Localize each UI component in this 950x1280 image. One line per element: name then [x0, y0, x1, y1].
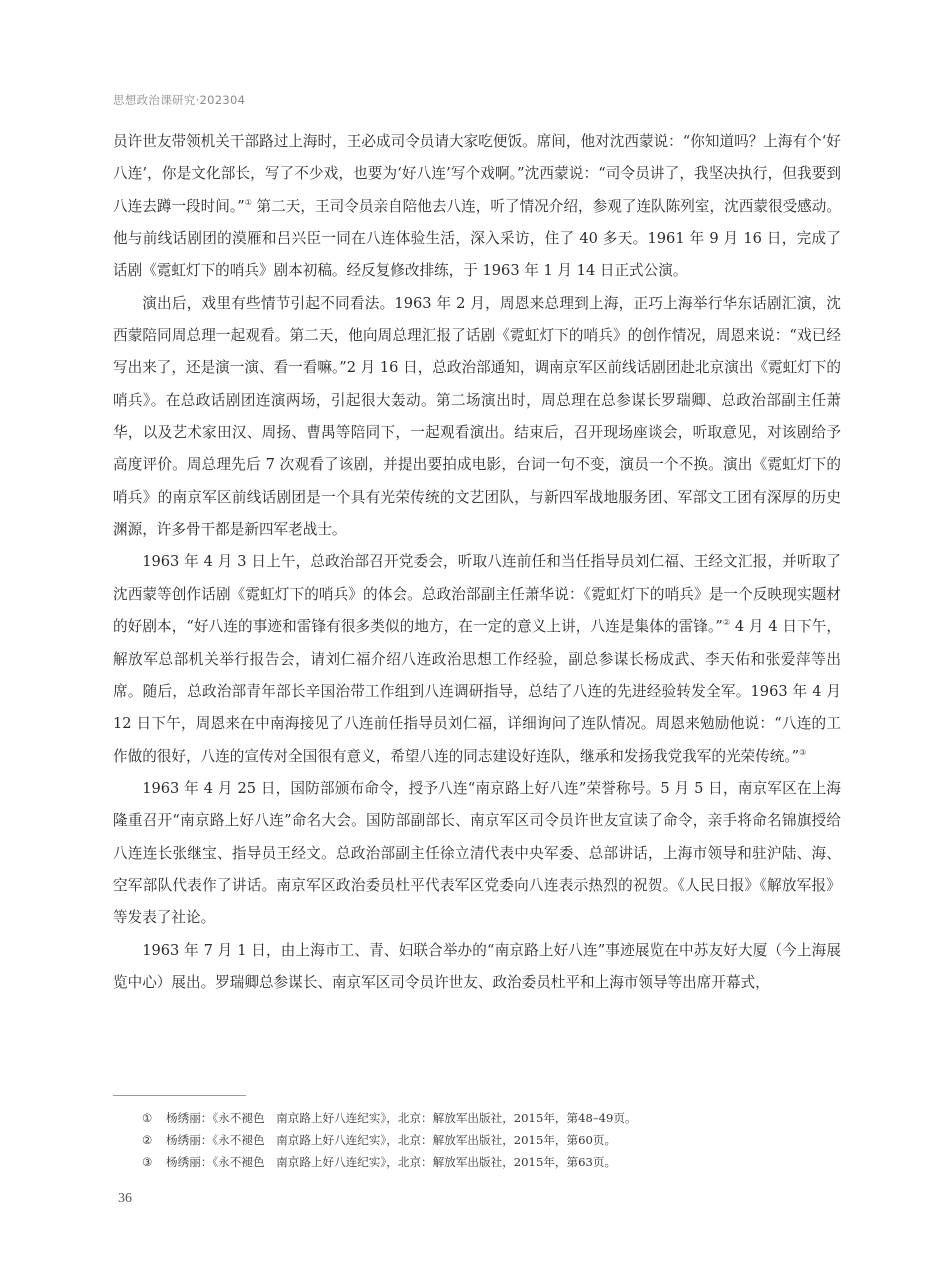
footnote-reference: ③ — [799, 747, 807, 757]
body-paragraph — [113, 126, 841, 288]
paragraph-text: 4 月 4 日下午，解放军总部机关举行报告会，请刘仁福介绍八连政治思想工作经验，副总参谋长杨成武、李天佑和张爱萍等出席。随后，总政治部青年部长辛国治带工作组到八连调研指导，总结了八连的先进经验转发全军。1963 年 4 月 12 日下午，周恩来在中南海接见了八连前任指导员刘仁福，详细询问了连队情况。周恩来勉励他说：“八连的工作做的很好，八连的宣传对全国很有意义，希望八连的同志建设好连队，继承和发扬我党我军的光荣传统。” — [113, 618, 841, 765]
footnote-mark: ① — [142, 1111, 153, 1125]
footnote-text: 杨绣丽：《永不褪色 南京路上好八连纪实》，北京：解放军出版社，2015年，第63页。 — [166, 1155, 617, 1169]
paragraph-text: 演出后，戏里有些情节引起不同看法。1963 年 2 月，周恩来总理到上海，正巧上海举行华东话剧汇演，沈西蒙陪同周总理一起观看。第二天，他向周总理汇报了话剧《霓虹灯下的哨兵》的创作情况，周恩来说：“戏已经写出来了，还是演一演、看一看嘛。”2 月 16 日，总政治部通知，调南京军区前线话剧团赴北京演出《霓虹灯下的哨兵》。在总政话剧团连演两场，引起很大轰动。第二场演出时，周总理在总参谋长罗瑞卿、总政治部副主任萧华，以及艺术家田汉、周扬、曹禺等陪同下，一起观看演出。结束后，召开现场座谈会，听取意见，对该剧给予高度评价。周总理先后 7 次观看了该剧，并提出要拍成电影，台词一句不变，演员一个不换。演出《霓虹灯下的哨兵》的南京军区前线话剧团是一个具有光荣传统的文艺团队，与新四军战地服务团、军部文工团有深厚的历史渊源，许多骨干都是新四军老战士。 — [113, 294, 841, 539]
body-paragraph — [113, 773, 841, 935]
footnote-reference: ② — [722, 618, 731, 628]
paragraph-text: 1963 年 7 月 1 日，由上海市工、青、妇联合举办的“南京路上好八连”事迹展览在中苏友好大厦（今上海展览中心）展出。罗瑞卿总参谋长、南京军区司令员许世友、政治委员杜平和上海市领导等出席开幕式， — [113, 941, 841, 991]
article-body — [113, 126, 841, 999]
body-paragraph — [113, 288, 841, 547]
body-paragraph — [113, 935, 841, 1000]
footnote-item — [142, 1129, 842, 1151]
paragraph-text: 第二天，王司令员亲自陪他去八连，听了情况介绍，参观了连队陈列室，沈西蒙很受感动。他与前线话剧团的漠雁和吕兴臣一同在八连体验生活，深入采访，住了 40 多天。1961 年 9 月 16 日，完成了话剧《霓虹灯下的哨兵》剧本初稿。经反复修改排练，于 1963 年 1 月 14 日正式公演。 — [113, 197, 841, 280]
footnote-text: 杨绣丽：《永不褪色 南京路上好八连纪实》，北京：解放军出版社，2015年，第48–49页。 — [166, 1111, 637, 1125]
running-head: 思想政治课研究·202304 — [113, 93, 246, 107]
footnotes-section — [142, 1107, 842, 1173]
footnote-mark: ② — [142, 1133, 153, 1147]
footnote-item — [142, 1151, 842, 1173]
paragraph-text: 1963 年 4 月 25 日，国防部颁布命令，授予八连“南京路上好八连”荣誉称号。5 月 5 日，南京军区在上海隆重召开“南京路上好八连”命名大会。国防部副部长、南京军区司令员许世友宣读了命令，亲手将命名锦旗授给八连连长张继宝、指导员王经文。总政治部副主任徐立清代表中央军委、总部讲话，上海市领导和驻沪陆、海、空军部队代表作了讲话。南京军区政治委员杜平代表军区党委向八连表示热烈的祝贺。《人民日报》《解放军报》等发表了社论。 — [113, 779, 841, 927]
page-number: 36 — [118, 1191, 132, 1206]
footnote-mark: ③ — [142, 1155, 153, 1169]
footnote-divider — [113, 1095, 246, 1096]
body-paragraph — [113, 546, 841, 772]
footnote-text: 杨绣丽：《永不褪色 南京路上好八连纪实》，北京：解放军出版社，2015年，第60页。 — [166, 1133, 617, 1147]
paragraph-text: 1963 年 4 月 3 日上午，总政治部召开党委会，听取八连前任和当任指导员刘仁福、王经文汇报，并听取了沈西蒙等创作话剧《霓虹灯下的哨兵》的体会。总政治部副主任萧华说：《霓虹灯下的哨兵》是一个反映现实题材的好剧本，“好八连的事迹和雷锋有很多类似的地方，在一定的意义上讲，八连是集体的雷锋。” — [113, 553, 841, 636]
footnote-item — [142, 1107, 842, 1129]
paragraph-text: 员许世友带领机关干部路过上海时，王必成司令员请大家吃便饭。席间，他对沈西蒙说：“你知道吗？上海有个‘好八连’，你是文化部长，写了不少戏，也要为‘好八连’写个戏啊。”沈西蒙说：“司令员讲了，我坚决执行，但我要到八连去蹲一段时间。” — [113, 133, 841, 215]
footnote-reference: ① — [244, 197, 252, 207]
